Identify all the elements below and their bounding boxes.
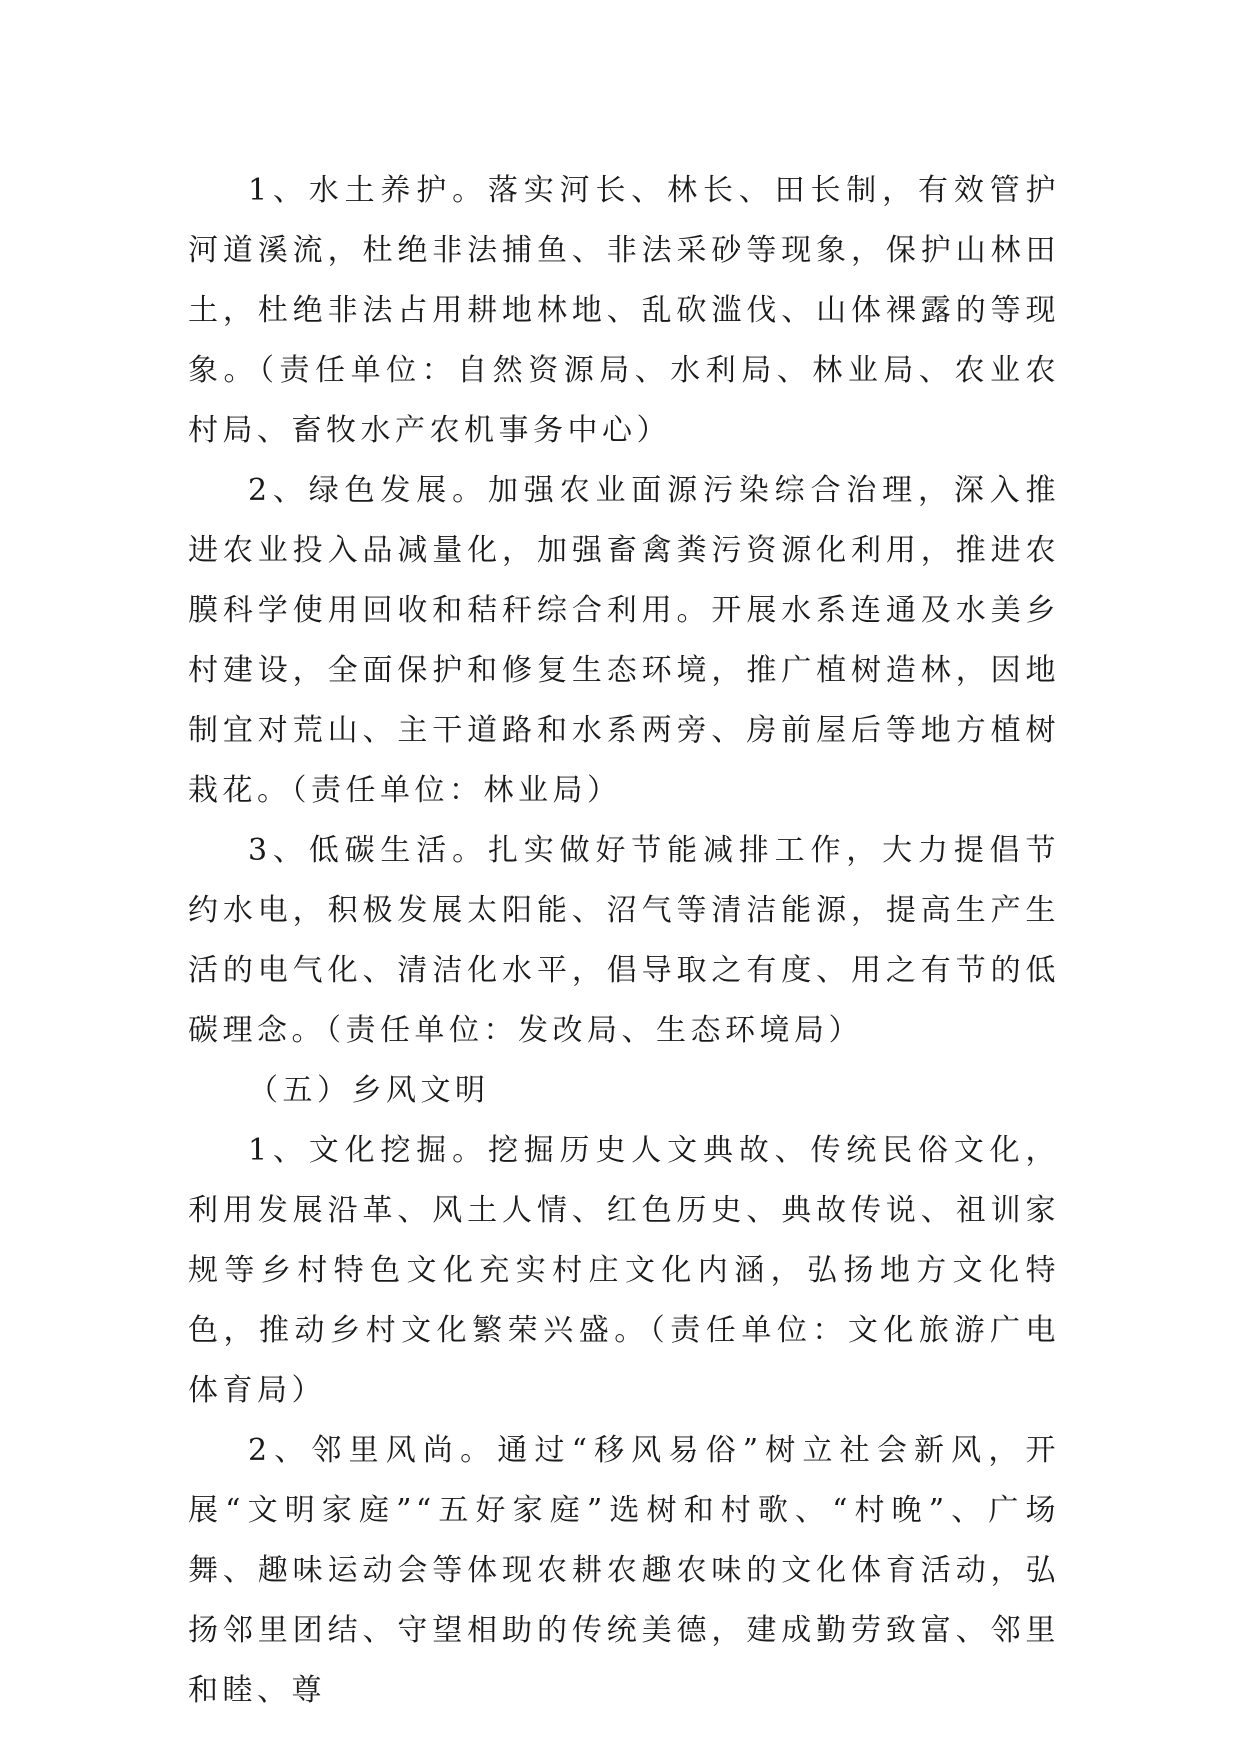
paragraph-culture-mining: 1、文化挖掘。挖掘历史人文典故、传统民俗文化，利用发展沿革、风土人情、红色历史、典故传说、祖训家规等乡村特色文化充实村庄文化内涵，弘扬地方文化特色，推动乡村文化繁荣兴盛。（责任单位：文化旅游广电体育局） xyxy=(188,1133,1060,1408)
paragraph-neighborhood-customs: 2、邻里风尚。通过“移风易俗”树立社会新风，开展“文明家庭”“五好家庭”选树和村歌、“村晚”、广场舞、趣味运动会等体现农耕农趣农味的文化体育活动，弘扬邻里团结、守望相助的传统美德，建成勤劳致富、邻里和睦、尊 xyxy=(188,1433,1060,1708)
section-heading-rural-civility: （五）乡风文明 xyxy=(248,1073,490,1108)
paragraph-soil-water-care: 1、水土养护。落实河长、林长、田长制，有效管护河道溪流，杜绝非法捕鱼、非法采砂等现象，保护山林田土，杜绝非法占用耕地林地、乱砍滥伐、山体裸露的等现象。（责任单位：自然资源局、水利局、林业局、农业农村局、畜牧水产农机事务中心） xyxy=(188,173,1060,448)
paragraph-green-development: 2、绿色发展。加强农业面源污染综合治理，深入推进农业投入品减量化，加强畜禽粪污资源化利用，推进农膜科学使用回收和秸秆综合利用。开展水系连通及水美乡村建设，全面保护和修复生态环境，推广植树造林，因地制宜对荒山、主干道路和水系两旁、房前屋后等地方植树栽花。（责任单位：林业局） xyxy=(188,473,1060,808)
document-body xyxy=(188,161,1060,1721)
paragraph-low-carbon-life: 3、低碳生活。扎实做好节能减排工作，大力提倡节约水电，积极发展太阳能、沼气等清洁能源，提高生产生活的电气化、清洁化水平，倡导取之有度、用之有节的低碳理念。（责任单位：发改局、生态环境局） xyxy=(188,833,1060,1048)
